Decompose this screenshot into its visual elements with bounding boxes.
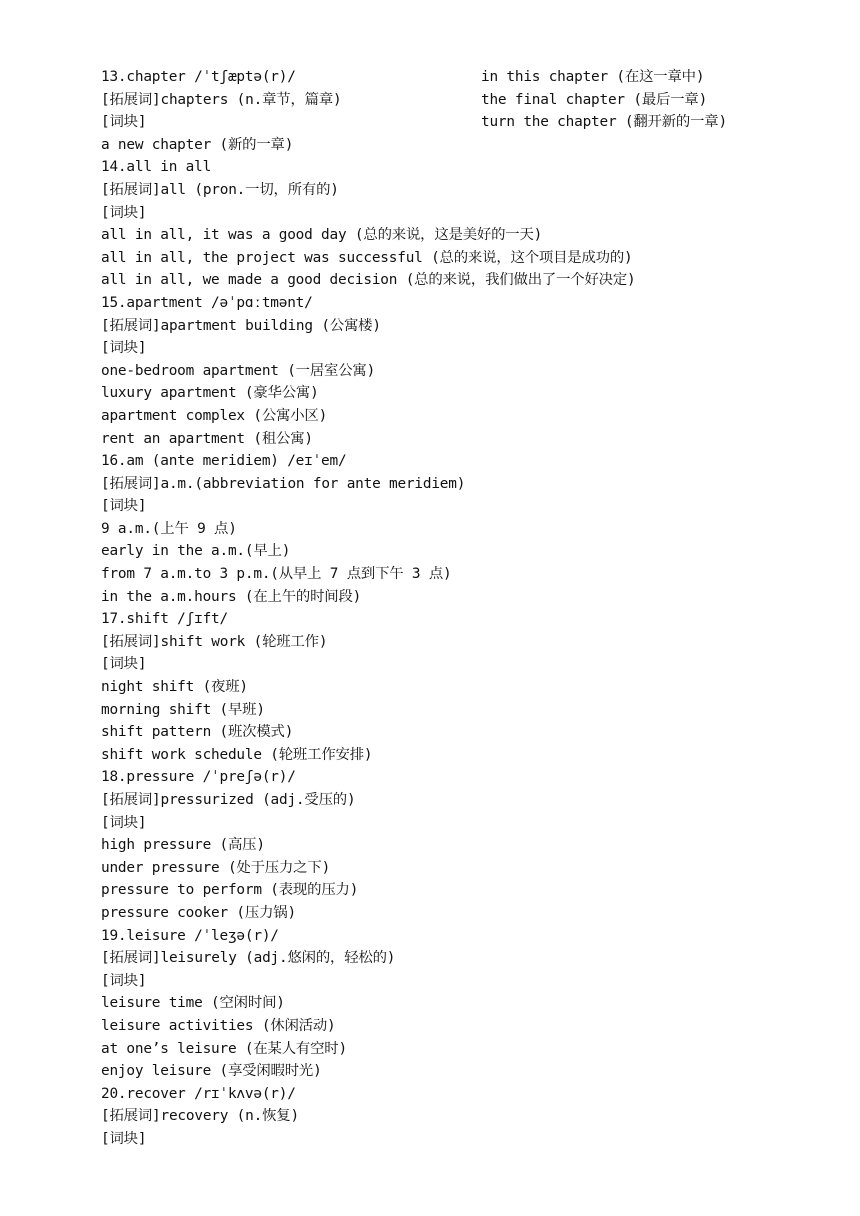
text-line: [词块] [101,114,147,131]
text-line: the final chapter (最后一章) [481,91,708,108]
text-line: high pressure (高压) [101,837,265,854]
text-line: 14.all in all [101,159,212,176]
text-line: [拓展词]shift work (轮班工作) [101,633,328,650]
text-line: leisure activities (休闲活动) [101,1017,336,1034]
text-line: [拓展词]apartment building (公寓楼) [101,317,381,334]
text-line: luxury apartment (豪华公寓) [101,385,319,402]
text-line: all in all, it was a good day (总的来说，这是美好的一天) [101,227,543,244]
text-line: at one’s leisure (在某人有空时) [101,1040,347,1057]
text-line: 20.recover /rɪˈkʌvə(r)/ [101,1085,296,1102]
text-line: [拓展词]leisurely (adj.悠闲的，轻松的) [101,950,396,967]
text-line: under pressure (处于压力之下) [101,859,331,876]
text-line: enjoy leisure (享受闲暇时光) [101,1063,322,1080]
right-column [481,66,841,134]
text-line: [拓展词]pressurized (adj.受压的) [101,792,356,808]
text-line: from 7 a.m.to 3 p.m.(从早上 7 点到下午 3 点) [101,566,452,583]
text-line: [词块] [101,498,147,515]
text-line: night shift (夜班) [101,679,248,696]
text-line: shift pattern (班次模式) [101,724,294,741]
text-line: 15.apartment /əˈpɑːtmənt/ [101,294,313,311]
text-line: a new chapter (新的一章) [101,136,294,153]
text-line: pressure cooker (压力锅) [101,904,296,921]
text-line: 19.leisure /ˈleʒə(r)/ [101,927,279,944]
text-line: [拓展词]a.m.(abbreviation for ante meridiem) [101,475,466,492]
text-line: leisure time (空闲时间) [101,995,285,1012]
text-line: shift work schedule (轮班工作安排) [101,746,373,763]
text-line: one-bedroom apartment (一居室公寓) [101,362,376,379]
text-line: [词块] [101,814,147,831]
text-line: rent an apartment (租公寓) [101,430,313,447]
text-line: early in the a.m.(早上) [101,543,291,560]
text-line: in the a.m.hours (在上午的时间段) [101,588,362,605]
text-line: 16.am (ante meridiem) /eɪˈem/ [101,453,347,470]
text-line: [词块] [101,204,147,221]
text-line: [词块] [101,972,147,989]
text-line: apartment complex (公寓小区) [101,407,328,424]
text-line: 9 a.m.(上午 9 点) [101,520,237,537]
text-line: pressure to perform (表现的压力) [101,882,359,899]
text-line: [词块] [101,340,147,357]
text-line: [词块] [101,1130,147,1147]
text-line: [词块] [101,656,147,673]
text-line: [拓展词]chapters (n.章节，篇章) [101,91,342,108]
text-line: all in all, we made a good decision (总的来说，我们做出了一个好决定) [101,272,636,289]
left-column [101,66,636,1151]
text-line: all in all, the project was successful (总的来说，这个项目是成功的) [101,249,633,266]
text-line: turn the chapter (翻开新的一章) [481,114,727,131]
text-line: 17.shift /ʃɪft/ [101,611,228,628]
text-line: morning shift (早班) [101,701,265,718]
text-line: 18.pressure /ˈpreʃə(r)/ [101,769,296,786]
text-line: in this chapter (在这一章中) [481,69,705,85]
text-line: [拓展词]recovery (n.恢复) [101,1108,299,1125]
text-line: [拓展词]all (pron.一切，所有的) [101,181,339,198]
text-line: 13.chapter /ˈtʃæptə(r)/ [101,69,296,85]
